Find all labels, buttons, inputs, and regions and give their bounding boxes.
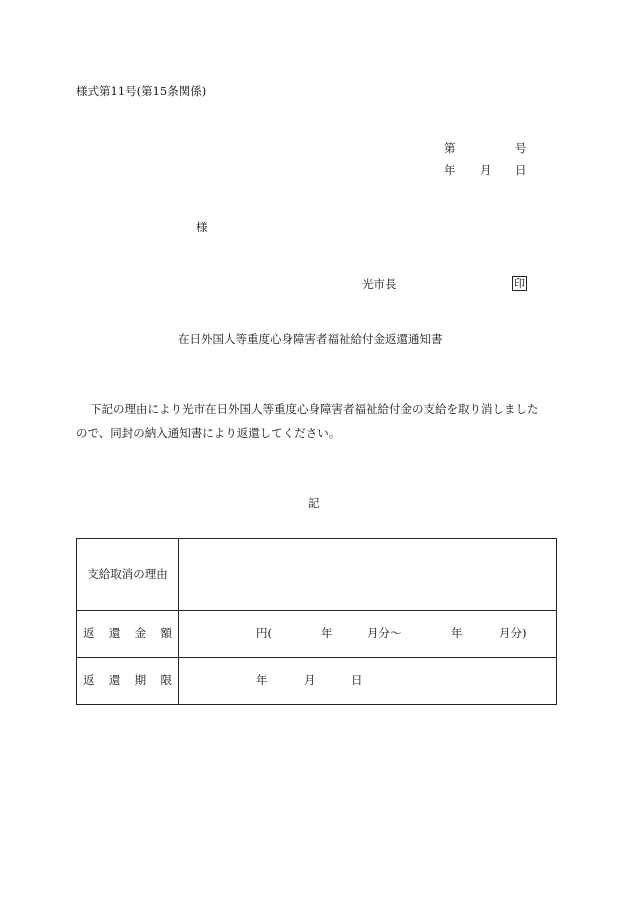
reason-label-cell bbox=[77, 539, 179, 611]
refund-table bbox=[76, 538, 557, 705]
amount-yen: 円( bbox=[256, 626, 272, 640]
ki-heading: 記 bbox=[308, 496, 320, 510]
seal-mark bbox=[512, 276, 527, 291]
issuer-title: 光市長 bbox=[362, 277, 397, 291]
table-row bbox=[77, 539, 557, 611]
seal-icon: 印 bbox=[514, 277, 525, 290]
amount-year-to: 年 bbox=[451, 626, 463, 640]
amount-label: 返 還 金 額 bbox=[83, 626, 172, 641]
document-title: 在日外国人等重度心身障害者福祉給付金返還通知書 bbox=[178, 332, 443, 346]
table-row bbox=[77, 658, 557, 705]
amount-month-to: 月分) bbox=[499, 626, 527, 640]
deadline-year: 年 bbox=[256, 673, 268, 687]
reason-label: 支給取消の理由 bbox=[87, 566, 168, 581]
form-number: 様式第11号(第15条関係) bbox=[76, 84, 207, 98]
deadline-label-cell bbox=[77, 658, 179, 705]
deadline-month: 月 bbox=[304, 673, 316, 687]
date-day: 日 bbox=[515, 163, 527, 177]
table-row bbox=[77, 611, 557, 658]
amount-month-from: 月分〜 bbox=[367, 626, 402, 640]
body-line-1: 下記の理由により光市在日外国人等重度心身障害者福祉給付金の支給を取り消しました bbox=[90, 402, 539, 416]
body-line-2: ので、同封の納入通知書により返還してください。 bbox=[76, 426, 341, 440]
deadline-value-cell[interactable] bbox=[179, 658, 557, 705]
amount-year-from: 年 bbox=[321, 626, 333, 640]
date-year: 年 bbox=[444, 163, 456, 177]
document-number-prefix: 第 bbox=[444, 141, 456, 155]
date-month: 月 bbox=[480, 163, 492, 177]
amount-value-cell[interactable] bbox=[179, 611, 557, 658]
amount-label-cell bbox=[77, 611, 179, 658]
deadline-label: 返 還 期 限 bbox=[83, 673, 172, 688]
deadline-day: 日 bbox=[351, 673, 363, 687]
reason-value-cell[interactable] bbox=[179, 539, 557, 611]
document-number-suffix: 号 bbox=[515, 141, 527, 155]
addressee-honorific: 様 bbox=[196, 220, 208, 234]
